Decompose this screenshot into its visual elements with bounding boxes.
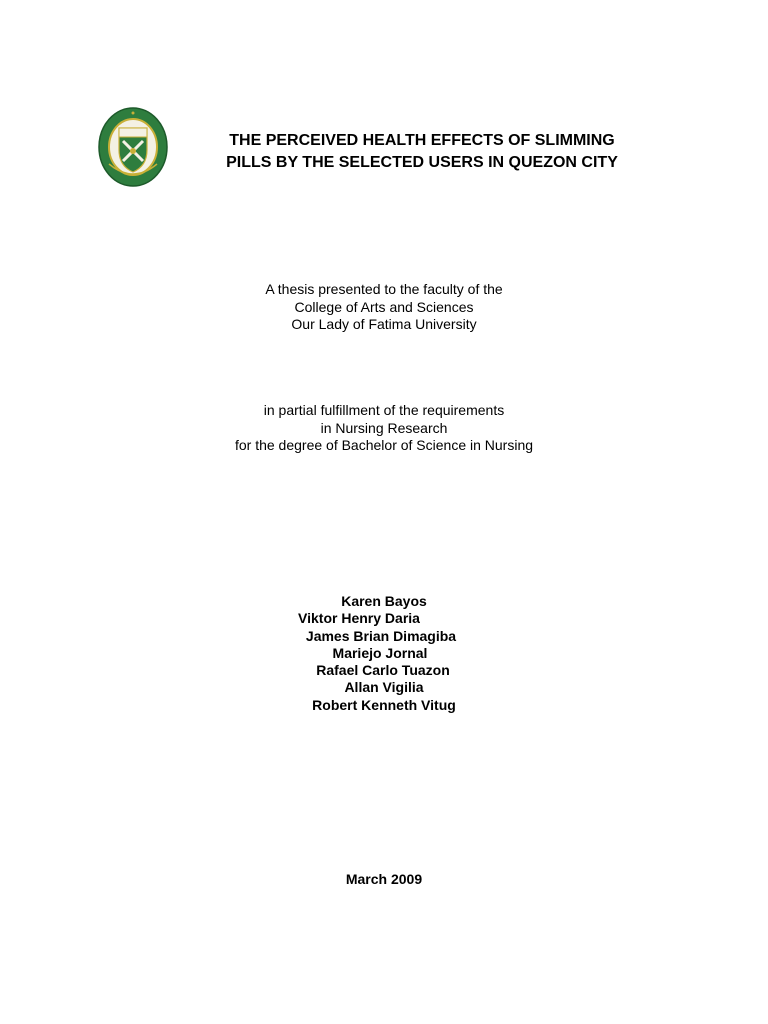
author-name: Mariejo Jornal [332, 644, 428, 661]
presented-statement [0, 281, 768, 334]
author-name: James Brian Dimagiba [305, 627, 457, 644]
title-line-1: THE PERCEIVED HEALTH EFFECTS OF SLIMMING [229, 132, 615, 149]
fulfillment-statement [0, 402, 768, 455]
presented-line-2: College of Arts and Sciences [294, 298, 474, 315]
author-name: Viktor Henry Daria [298, 610, 420, 627]
university-seal-icon [97, 106, 169, 188]
author-name: Karen Bayos [341, 593, 427, 609]
presented-line-3: Our Lady of Fatima University [291, 316, 477, 332]
thesis-date: March 2009 [345, 871, 423, 887]
author-name: Robert Kenneth Vitug [312, 696, 456, 713]
fulfillment-line-3: for the degree of Bachelor of Science in Nursing [234, 437, 534, 453]
presented-line-1: A thesis presented to the faculty of the [265, 281, 503, 297]
fulfillment-line-1: in partial fulfillment of the requirements [263, 402, 505, 418]
title-line-2: PILLS BY THE SELECTED USERS IN QUEZON CITY [226, 154, 618, 171]
fulfillment-line-2: in Nursing Research [320, 419, 448, 436]
author-name: Allan Vigilia [344, 679, 424, 696]
author-list [0, 593, 768, 714]
author-name: Rafael Carlo Tuazon [316, 662, 450, 679]
thesis-title [180, 130, 664, 174]
